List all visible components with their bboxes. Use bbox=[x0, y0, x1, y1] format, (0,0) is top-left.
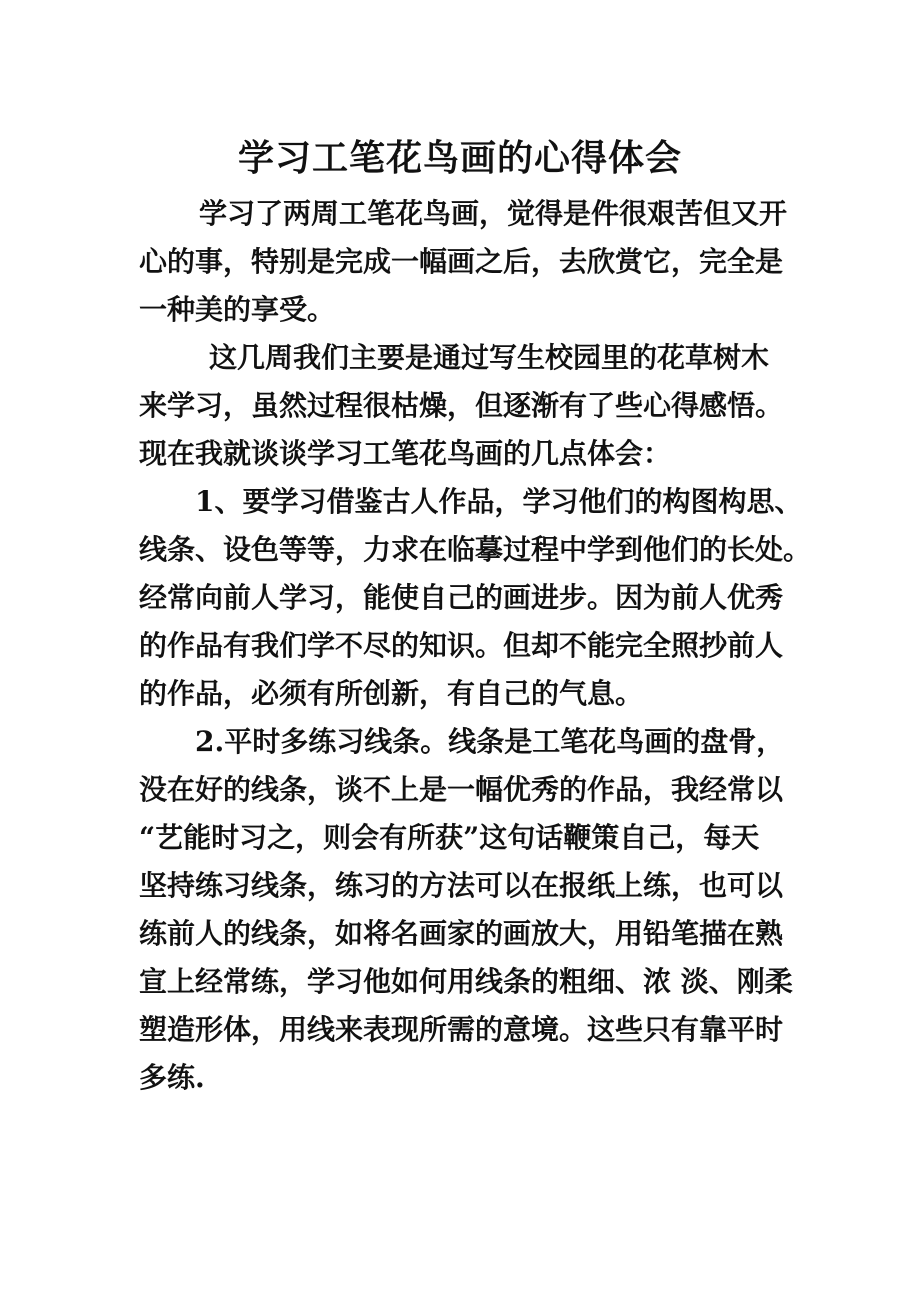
body-line: 坚持练习线条，练习的方法可以在报纸上练，也可以 bbox=[139, 869, 784, 902]
document-title: 学习工笔花鸟画的心得体会 bbox=[237, 137, 682, 179]
body-line: 没在好的线条，谈不上是一幅优秀的作品，我经常以 bbox=[139, 773, 784, 806]
body-line: “艺能时习之，则会有所获”这句话鞭策自己，每天 bbox=[139, 821, 760, 854]
body-line: 一种美的享受。 bbox=[139, 293, 336, 326]
body-line: 线条、设色等等，力求在临摹过程中学到他们的长处。 bbox=[139, 533, 812, 566]
body-line: 练前人的线条，如将名画家的画放大，用铅笔描在熟 bbox=[139, 917, 784, 950]
body-line: 1、要学习借鉴古人作品，学习他们的构图构思、 bbox=[195, 485, 803, 518]
body-line: 的作品，必须有所创新，有自己的气息。 bbox=[139, 677, 644, 710]
body-line: 塑造形体，用线来表现所需的意境。这些只有靠平时 bbox=[139, 1013, 784, 1046]
body-line: 现在我就谈谈学习工笔花鸟画的几点体会： bbox=[139, 437, 672, 470]
body-line: 经常向前人学习，能使自己的画进步。因为前人优秀 bbox=[139, 581, 784, 614]
body-line: 2.平时多练习线条。线条是工笔花鸟画的盘骨， bbox=[195, 725, 785, 758]
body-line: 宣上经常练，学习他如何用线条的粗细、浓 淡、刚柔 bbox=[139, 965, 793, 998]
body-line: 学习了两周工笔花鸟画，觉得是件很艰苦但又开 bbox=[199, 197, 788, 230]
body-line: 多练. bbox=[139, 1061, 205, 1094]
body-line: 来学习，虽然过程很枯燥，但逐渐有了些心得感悟。 bbox=[139, 389, 784, 422]
body-line: 的作品有我们学不尽的知识。但却不能完全照抄前人 bbox=[139, 629, 784, 662]
body-line: 这几周我们主要是通过写生校园里的花草树木 bbox=[209, 341, 770, 374]
body-line: 心的事，特别是完成一幅画之后，去欣赏它，完全是 bbox=[139, 245, 784, 278]
